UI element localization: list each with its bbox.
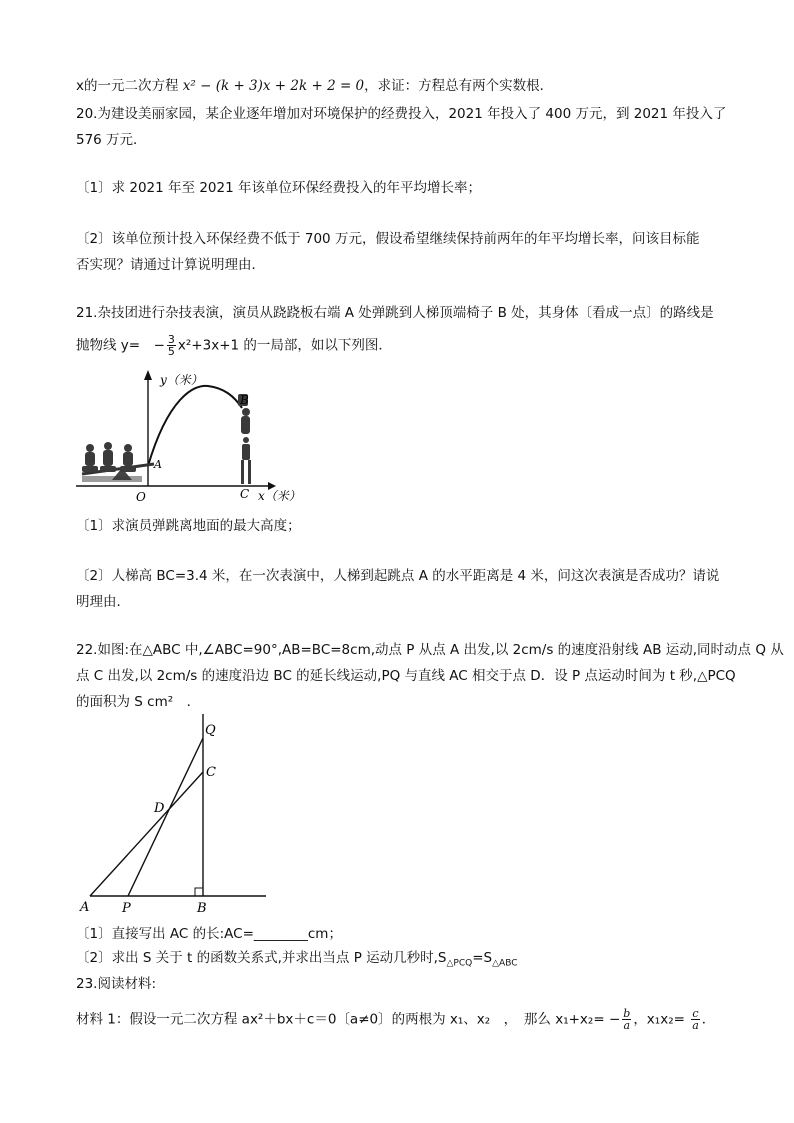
q19-line xyxy=(76,76,553,96)
y-axis-arrow-icon xyxy=(144,370,152,380)
q21-frac-num: 3 xyxy=(167,333,175,346)
point-a-label: A xyxy=(154,458,162,471)
q22-triangle-figure xyxy=(76,710,276,918)
q20-part1: 〔1〕求 2021 年至 2021 年该单位环保经费投入的年平均增长率； xyxy=(76,180,481,196)
point-b-label-q22: B xyxy=(197,901,207,916)
q22-part2-sub2: △ABC xyxy=(492,958,518,969)
q21-line2-prefix: 抛物线 y= − xyxy=(76,337,165,354)
q21-part2-line1: 〔2〕人梯高 BC=3.4 米，在一次表演中，人梯到起跳点 A 的水平距离是 4 米，问这次表演是否成功？请说 xyxy=(76,568,720,584)
point-p-label: P xyxy=(122,901,131,916)
q22-line3: 的面积为 S cm² ． xyxy=(76,694,201,710)
q20-line2: 576 万元． xyxy=(76,132,147,148)
q21-parabola-figure xyxy=(76,368,306,508)
point-c-label: C xyxy=(240,487,250,501)
q21-fraction xyxy=(167,334,176,357)
q23-frac1-den: a xyxy=(623,1019,631,1032)
q20-line1: 20.为建设美丽家园，某企业逐年增加对环境保护的经费投入，2021 年投入了 400 万元，到 2021 年投入了 xyxy=(76,106,727,122)
human-ladder-icon xyxy=(238,394,251,484)
q22-part2 xyxy=(76,948,518,974)
point-q-label: Q xyxy=(205,723,216,738)
q23-material-mid: ，x₁x₂= xyxy=(633,1011,690,1028)
q22-line2: 点 C 出发,以 2cm/s 的速度沿边 BC 的延长线运动,PQ 与直线 AC 相交于点 D．设 P 点运动时间为 t 秒,△PCQ xyxy=(76,668,736,684)
q22-part2-sub1: △PCQ xyxy=(446,958,473,969)
q20-part2-line1: 〔2〕该单位预计投入环保经费不低于 700 万元，假设希望继续保持前两年的年平均增长率，问该目标能 xyxy=(76,231,700,247)
q23-fraction-b-over-a xyxy=(622,1008,631,1031)
q21-line2 xyxy=(76,334,392,357)
q21-part2-line2: 明理由． xyxy=(76,594,130,610)
q21-line2-suffix: x²+3x+1 的一局部，如以下列图． xyxy=(177,337,392,354)
q19-suffix: ，求证：方程总有两个实数根． xyxy=(364,78,554,94)
performers-group-icon xyxy=(82,442,142,482)
point-a-label-q22: A xyxy=(80,900,90,915)
q23-frac2-den: a xyxy=(692,1019,699,1032)
q22-line1: 22.如图:在△ABC 中,∠ABC=90°,AB=BC=8cm,动点 P 从点 A 出发,以 2cm/s 的速度沿射线 AB 运动,同时动点 Q 从 xyxy=(76,642,784,658)
q23-fraction-c-over-a xyxy=(691,1008,700,1031)
q21-frac-den: 5 xyxy=(167,345,175,358)
q23-material-prefix: 材料 1：假设一元二次方程 ax²＋bx＋c＝0〔a≠0〕的两根为 x₁、x₂ ， 那么 x₁+x₂= − xyxy=(76,1011,621,1028)
q23-title: 23.阅读材料: xyxy=(76,976,157,992)
line-pq xyxy=(128,738,203,896)
q19-equation: x² − (k + 3)x + 2k + 2 = 0 xyxy=(182,78,365,94)
q23-material-end: ． xyxy=(701,1011,716,1028)
point-d-label: D xyxy=(154,801,165,816)
q23-frac2-num: c xyxy=(692,1007,699,1020)
x-axis-label: x（米） xyxy=(258,489,301,503)
line-ac xyxy=(90,772,203,896)
q22-part1: 〔1〕直接写出 AC 的长:AC=________cm； xyxy=(76,926,342,942)
q21-part1: 〔1〕求演员弹跳离地面的最大高度； xyxy=(76,518,301,534)
q20-part2-line2: 否实现？请通过计算说明理由． xyxy=(76,257,265,273)
q23-material1 xyxy=(76,1008,715,1031)
q19-prefix: x的一元二次方程 xyxy=(76,78,183,94)
y-axis-label: y（米） xyxy=(160,373,203,387)
point-c-label-q22: C xyxy=(206,765,216,780)
q22-part2-prefix: 〔2〕求出 S 关于 t 的函数关系式,并求出当点 P 运动几秒时,S xyxy=(76,950,447,966)
origin-label: O xyxy=(136,490,146,504)
q22-part2-mid: =S xyxy=(472,950,493,966)
parabola-curve xyxy=(148,386,242,466)
right-angle-mark-icon xyxy=(195,888,203,896)
q21-line1: 21.杂技团进行杂技表演，演员从跷跷板右端 A 处弹跳到人梯顶端椅子 B 处，其身体〔看成一点〕的路线是 xyxy=(76,305,714,321)
point-b-label: B xyxy=(240,393,249,407)
q23-frac1-num: b xyxy=(623,1007,631,1020)
